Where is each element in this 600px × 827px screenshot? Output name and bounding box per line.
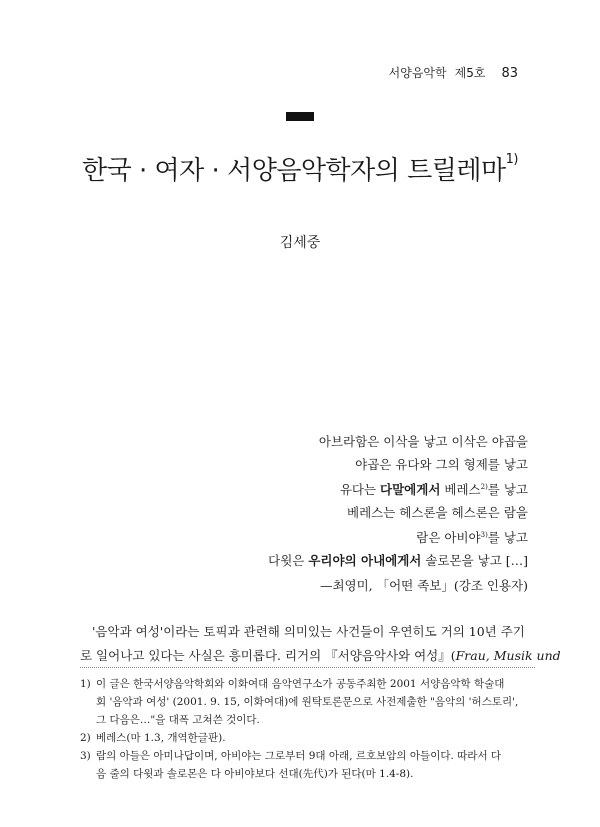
- issue-number: 제5호: [454, 66, 486, 80]
- footnote-line: 그 다음은…"을 대폭 고쳐쓴 것이다.: [96, 714, 260, 726]
- epigraph-line: 야곱은 유다와 그의 형제를 낳고: [355, 457, 528, 472]
- article-title-text: 한국 · 여자 · 서양음악학자의 트릴레마: [82, 156, 506, 186]
- epigraph-source: —최영미, 「어떤 족보」(강조 인용자): [319, 578, 528, 593]
- footnote-line: 이 글은 한국서양음악학회와 이화여대 음악연구소가 공동주최한 2001 서양음악학 학술대: [96, 678, 505, 690]
- footnote: [80, 747, 540, 783]
- footnote-number: 1): [80, 678, 91, 690]
- footnote: [80, 675, 540, 729]
- epigraph-line: 베레스는 헤스론을 헤스론은 람을: [347, 505, 528, 521]
- footnote-mark: 2): [480, 483, 488, 491]
- footnote: [80, 729, 540, 747]
- epigraph-line: 유다는 다말에게서 베레스$^{2)}$를 낳고: [339, 482, 528, 498]
- footnote-divider: [80, 667, 535, 668]
- author-name: 김세중: [279, 235, 321, 251]
- body-line: 로 일어나고 있다는 사실은 흥미롭다. 리거의 『서양음악사와 여성』(Frau, Musik und: [80, 648, 561, 663]
- epigraph-line: 다윗은 우리야의 아내에게서 솔로몬을 낳고 […]: [268, 553, 528, 569]
- footnote-line: 음 줄의 다윗과 솔로몬은 다 아비야보다 선대(先代)가 된다(마 1.4-8).: [96, 768, 414, 780]
- footnote-line: 람의 아들은 아미나답이며, 아비야는 그로부터 9대 아래, 르호보암의 아들이다. 따라서 다: [96, 750, 502, 762]
- emphasis: 다말에게서: [380, 482, 441, 498]
- running-header: [381, 64, 518, 81]
- emphasis: 우리야의 아내에게서: [308, 553, 422, 569]
- footnote-mark: 3): [480, 531, 488, 540]
- title-decoration-bar: [286, 112, 314, 121]
- epigraph-line: 람은 아비야$^{3)}$를 낳고: [416, 530, 528, 546]
- footnote-number: 3): [80, 750, 91, 762]
- article-title: [0, 150, 600, 187]
- page-number: 83: [501, 66, 518, 81]
- title-footnote-mark: 1): [505, 152, 518, 167]
- italic-title: Frau, Musik und: [455, 648, 561, 663]
- body-paragraph: [80, 620, 561, 668]
- footnote-line: 베레스(마 1.3, 개역한글판).: [96, 732, 226, 744]
- footnote-number: 2): [80, 732, 91, 744]
- journal-name: 서양음악학: [388, 66, 447, 80]
- footnote-line: 회 '음악과 여성' (2001. 9. 15, 이화여대)에 원탁토론문으로 사전제출한 "음악의 '허스토리',: [96, 696, 519, 708]
- footnotes: [80, 675, 540, 783]
- epigraph: [268, 430, 528, 572]
- body-line: '음악과 여성'이라는 토픽과 관련해 의미있는 사건들이 우연히도 거의 10년 주기: [92, 624, 525, 639]
- epigraph-line: 아브라함은 이삭을 낳고 이삭은 야곱을: [318, 434, 528, 449]
